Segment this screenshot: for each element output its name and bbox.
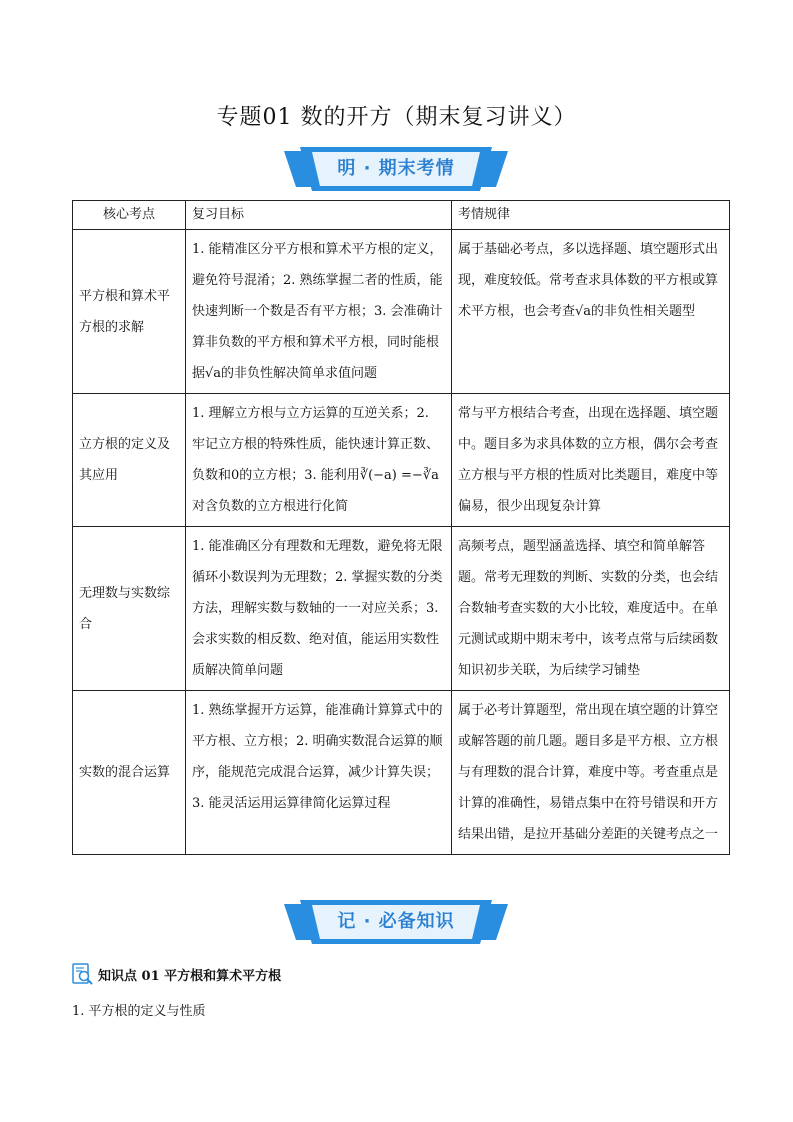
row-pattern: 高频考点，题型涵盖选择、填空和简单解答题。常考无理数的判断、实数的分类，也会结合数轴考查实数的大小比较，难度适中。在单元测试或期中期末考中，该考点常与后续函数知识初步关联，为后续学习铺垫 (452, 527, 730, 691)
table-row (73, 527, 730, 691)
header-review-goal: 复习目标 (186, 201, 452, 230)
row-pattern: 常与平方根结合考查，出现在选择题、填空题中。题目多为求具体数的立方根，偶尔会考查立方根与平方根的性质对比类题目，难度中等偏易，很少出现复杂计算 (452, 394, 730, 527)
header-exam-pattern: 考情规律 (452, 201, 730, 230)
review-plan-table (72, 200, 730, 855)
table-header-row (73, 201, 730, 230)
row-goal: 1. 熟练掌握开方运算，能准确计算算式中的平方根、立方根；2. 明确实数混合运算的顺序，能规范完成混合运算，减少计算失误；3. 能灵活运用运算律简化运算过程 (186, 691, 452, 855)
row-topic: 无理数与实数综合 (73, 527, 186, 691)
table-row (73, 691, 730, 855)
table-row (73, 394, 730, 527)
header-core-topic: 核心考点 (73, 201, 186, 230)
row-topic: 立方根的定义及其应用 (73, 394, 186, 527)
row-topic: 实数的混合运算 (73, 691, 186, 855)
row-goal: 1. 能准确区分有理数和无理数，避免将无限循环小数误判为无理数；2. 掌握实数的分类方法，理解实数与数轴的一一对应关系；3. 会求实数的相反数、绝对值，能运用实数性质解决简单问题 (186, 527, 452, 691)
row-goal: 1. 能精准区分平方根和算术平方根的定义，避免符号混淆；2. 熟练掌握二者的性质，能快速判断一个数是否有平方根；3. 会准确计算非负数的平方根和算术平方根，同时能根据√a的非负性解决简单求值问题 (186, 230, 452, 394)
table-row (73, 230, 730, 394)
section-banner-exam-trends (284, 147, 508, 191)
section-banner-essential-knowledge (284, 900, 508, 944)
knowledge-point-title: 知识点 01 平方根和算术平方根 (98, 968, 282, 984)
knowledge-point-heading (72, 962, 281, 986)
page-title: 专题01 数的开方（期末复习讲义） (216, 105, 577, 130)
row-topic: 平方根和算术平方根的求解 (73, 230, 186, 394)
banner-label: 记 · 必备知识 (337, 911, 455, 932)
row-pattern: 属于必考计算题型，常出现在填空题的计算空或解答题的前几题。题目多是平方根、立方根与有理数的混合计算，难度中等。考查重点是计算的准确性，易错点集中在符号错误和开方结果出错，是拉开基础分差距的关键考点之一 (452, 691, 730, 855)
row-pattern: 属于基础必考点，多以选择题、填空题形式出现，难度较低。常考查求具体数的平方根或算术平方根，也会考查√a的非负性相关题型 (452, 230, 730, 394)
subheading-square-root-definition: 1. 平方根的定义与性质 (72, 1004, 206, 1019)
magnifier-document-icon (72, 963, 94, 985)
row-goal: 1. 理解立方根与立方运算的互逆关系；2. 牢记立方根的特殊性质，能快速计算正数、负数和0的立方根；3. 能利用∛(−a) =−∛a对含负数的立方根进行化简 (186, 394, 452, 527)
banner-label: 明 · 期末考情 (337, 158, 455, 179)
